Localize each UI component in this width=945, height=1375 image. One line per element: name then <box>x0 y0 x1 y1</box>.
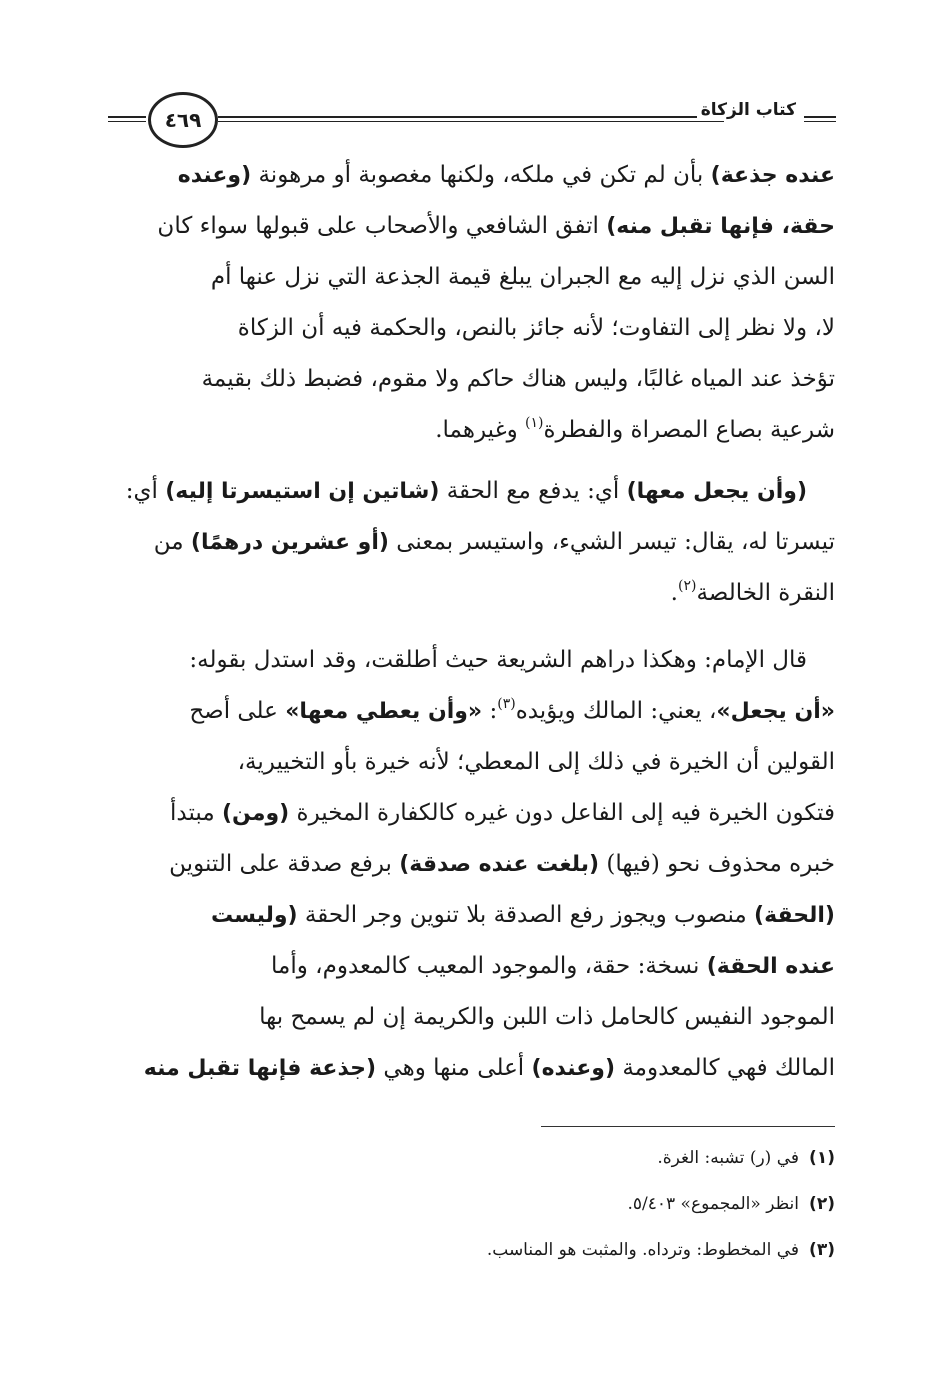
bold-matn-text: (ومن) <box>222 801 290 826</box>
commentary-text: أي: <box>125 478 166 504</box>
bold-matn-text: حقة، فإنها تقبل منه) <box>606 214 835 239</box>
commentary-text: . <box>670 580 678 606</box>
text-line <box>110 252 835 303</box>
commentary-text: المالك فهي كالمعدومة <box>615 1055 835 1081</box>
text-line <box>110 405 835 456</box>
bold-matn-text: عنده الحقة) <box>706 954 835 979</box>
bold-matn-text: «أن يجعل» <box>716 699 835 724</box>
commentary-text: وغيرهما. <box>435 417 526 443</box>
text-line <box>110 201 835 252</box>
bold-matn-text: «وأن يعطي معها» <box>285 699 483 724</box>
commentary-text: قال الإمام: وهكذا دراهم الشريعة حيث أطلقت، وقد استدل بقوله: <box>189 647 807 673</box>
commentary-text: الموجود النفيس كالحامل ذات اللبن والكريمة إن لم يسمح بها <box>259 1004 835 1030</box>
commentary-text: السن الذي نزل إليه مع الجبران يبلغ قيمة الجذعة التي نزل عنها أم <box>210 264 835 290</box>
footnote-number: (١) <box>809 1148 835 1168</box>
page-number: ٤٦٩ <box>148 92 218 148</box>
commentary-text: خبره محذوف نحو (فيها) <box>599 851 835 877</box>
footnote-text: انظر «المجموع» ٥/٤٠٣. <box>627 1194 799 1214</box>
commentary-text: القولين أن الخيرة في ذلك إلى المعطي؛ لأنه خيرة بأو التخييرية، <box>237 749 835 775</box>
commentary-text: اتفق الشافعي والأصحاب على قبولها سواء كان <box>157 213 607 239</box>
running-title: كتاب الزكاة <box>697 100 800 120</box>
commentary-text: منصوب ويجوز رفع الصدقة بلا تنوين وجر الحقة <box>297 902 755 928</box>
bold-matn-text: (الحقة) <box>754 903 835 928</box>
bold-matn-text: (أو عشرين درهمًا) <box>190 530 389 555</box>
footnote-marker: (٢) <box>677 578 697 594</box>
text-line <box>110 466 835 517</box>
footnote-separator <box>541 1126 835 1127</box>
bold-matn-text: (شاتين إن استيسرتا إليه) <box>165 479 440 504</box>
commentary-text: تؤخذ عند المياه غالبًا، وليس هناك حاكم ولا مقوم، فضبط ذلك بقيمة <box>201 366 835 392</box>
text-line <box>110 737 835 788</box>
header-rule-right <box>804 116 836 122</box>
commentary-text: أعلى منها وهي <box>376 1055 532 1081</box>
bold-matn-text: عنده جذعة) <box>710 163 835 188</box>
bold-matn-text: (وعنده <box>177 163 252 188</box>
header-rule-left <box>108 116 146 122</box>
footnote <box>110 1230 835 1276</box>
footnotes <box>110 1138 835 1276</box>
main-text <box>110 150 835 1094</box>
text-line <box>110 890 835 941</box>
commentary-text: برفع صدقة على التنوين <box>169 851 400 877</box>
text-line <box>110 788 835 839</box>
commentary-text: تيسرتا له، يقال: تيسر الشيء، واستيسر بمعنى <box>388 529 835 555</box>
commentary-text: شرعية بصاع المصراة والفطرة <box>543 417 835 443</box>
footnote <box>110 1138 835 1184</box>
text-line <box>110 941 835 992</box>
text-line <box>110 568 835 619</box>
text-line <box>110 635 835 686</box>
text-line <box>110 150 835 201</box>
commentary-text: لا، ولا نظر إلى التفاوت؛ لأنه جائز بالنص، والحكمة فيه أن الزكاة <box>237 315 835 341</box>
commentary-text: بأن لم تكن في ملكه، ولكنها مغصوبة أو مرهونة <box>251 162 711 188</box>
text-line <box>110 992 835 1043</box>
text-line <box>110 354 835 405</box>
commentary-text: : <box>482 698 498 724</box>
bold-matn-text: (بلغت عنده صدقة) <box>399 852 600 877</box>
text-line <box>110 1043 835 1094</box>
footnote-text: في المخطوط: وترداه. والمثبت هو المناسب. <box>486 1240 799 1260</box>
commentary-text: فتكون الخيرة فيه إلى الفاعل دون غيره كالكفارة المخيرة <box>289 800 835 826</box>
footnote-number: (٢) <box>809 1194 835 1214</box>
page-header <box>108 92 836 152</box>
text-line <box>110 517 835 568</box>
text-line <box>110 839 835 890</box>
commentary-text: نسخة: حقة، والموجود المعيب كالمعدوم، وأما <box>271 953 707 979</box>
footnote-marker: (١) <box>525 415 544 431</box>
commentary-text: النقرة الخالصة <box>696 580 835 606</box>
footnote-number: (٣) <box>809 1240 835 1260</box>
commentary-text: ، يعني: المالك ويؤيده <box>515 698 717 724</box>
bold-matn-text: (جذعة فإنها تقبل منه <box>143 1056 377 1081</box>
commentary-text: على أصح <box>189 698 286 724</box>
commentary-text: أي: يدفع مع الحقة <box>439 478 627 504</box>
footnote-marker: (٣) <box>497 696 516 712</box>
bold-matn-text: (وليست <box>210 903 298 928</box>
text-line <box>110 686 835 737</box>
footnote-text: في (ر) تشبه: الغرة. <box>657 1148 799 1168</box>
footnote <box>110 1184 835 1230</box>
text-line <box>110 303 835 354</box>
bold-matn-text: (وعنده) <box>531 1056 616 1081</box>
commentary-text: مبتدأ <box>170 800 222 826</box>
bold-matn-text: (وأن يجعل معها) <box>626 479 807 504</box>
commentary-text: من <box>153 529 191 555</box>
header-rule <box>218 116 724 122</box>
